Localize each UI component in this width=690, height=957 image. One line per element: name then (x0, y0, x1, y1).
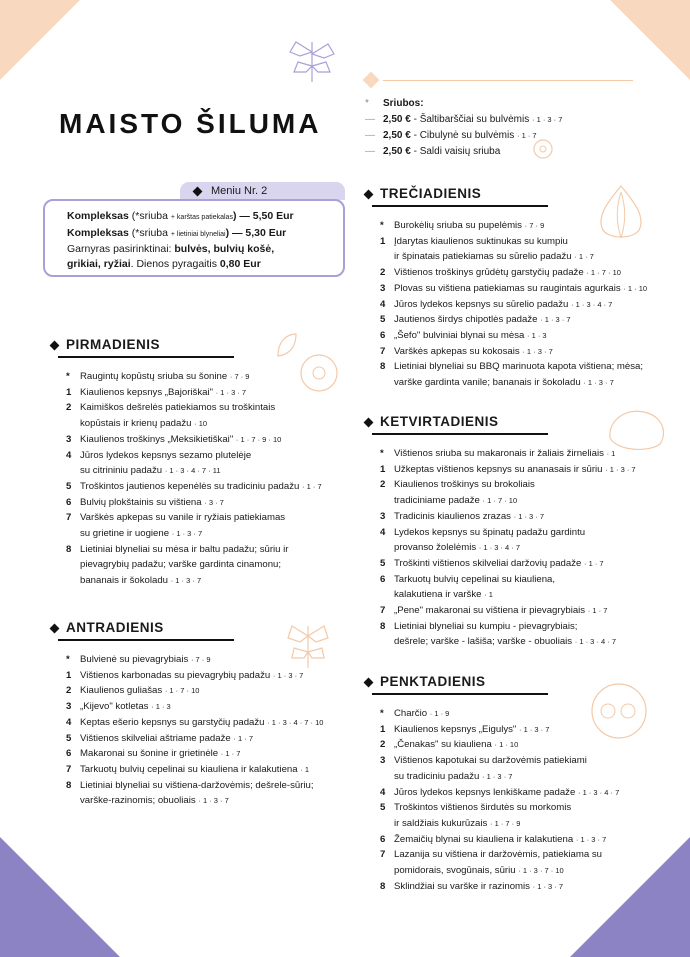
dash: — (365, 114, 375, 125)
dish-name: Įdarytas kiaulienos suktinukas su kumpiu ir špinatais patiekiamas su sūrelio padažu (394, 235, 572, 263)
dish-name: Jautienos širdys chipotlės padaže (394, 314, 538, 326)
menu-line-3: Garnyras pasirinktinai: bulvės, bulvių košė, (67, 243, 275, 255)
dish-name: Burokėlių sriuba su pupelėmis (394, 220, 522, 231)
allergen-codes: · 1 · 10 (494, 740, 519, 750)
dish-item (380, 603, 680, 619)
diamond-bullet (193, 186, 203, 196)
dish-name: Lietiniai blyneliai su BBQ marinuota kapota vištiena; mėsa; varške gardinta vanile; bananais ir šokoladu (394, 361, 644, 389)
dish-text (80, 652, 211, 668)
dish-text (394, 328, 547, 344)
allergen-codes: · 1 · 3 · 4 · 7 · 10 (267, 717, 324, 727)
allergen-codes: · 1 · 3 · 7 (513, 511, 545, 521)
dish-text (80, 762, 309, 778)
allergen-codes: · 1 · 3 · 7 (522, 346, 553, 356)
dish-text (80, 495, 224, 511)
allergen-codes: · 1 · 10 (623, 283, 648, 293)
allergen-codes: · 1 · 3 · 4 · 7 (577, 787, 620, 797)
dish-number: 5 (66, 732, 72, 744)
dish-text (80, 746, 240, 762)
allergen-codes: · 1 · 3 · 7 (575, 834, 607, 844)
dish-name: Troškintos jautienos kepenėlės su tradiciniu padažu (80, 480, 300, 492)
diamond-bullet (364, 678, 374, 688)
dish-number: 1 (66, 669, 72, 681)
dish-name: „Kijevo" kotletas (80, 701, 149, 713)
corner-decoration-top-right (610, 0, 690, 80)
dish-item (380, 462, 680, 478)
menu-tag (180, 182, 345, 200)
allergen-codes: · 1 · 3 · 7 (170, 576, 202, 586)
day-section-penktadienis (380, 674, 680, 894)
dish-number: 8 (380, 361, 386, 373)
dish-text (394, 265, 621, 281)
dish-name: Tarkuotų bulvių cepelinai su kiauliena, kalakutiena ir varške (394, 573, 556, 601)
dish-number: 5 (380, 802, 386, 814)
allergen-codes: · 1 · 3 · 4 · 7 (478, 543, 521, 553)
allergen-codes: · 1 · 3 · 7 · 10 (518, 866, 564, 876)
dish-item (66, 746, 356, 762)
dish-text (80, 699, 171, 715)
day-title (380, 674, 680, 692)
allergen-codes: · 1 · 7 · 10 (482, 496, 518, 506)
dish-name: Lazanija su vištiena ir daržovėmis, patiekiama su pomidorais, svogūnais, sūriu (394, 849, 602, 877)
day-section-treciadienis (380, 186, 680, 391)
dish-item (66, 448, 356, 479)
allergen-codes: · 1 · 3 (151, 702, 171, 712)
dish-number: 4 (66, 716, 72, 728)
allergen-codes: · 1 · 7 (233, 733, 253, 743)
title-underline (372, 693, 548, 695)
dish-item (380, 847, 680, 878)
day-title-text: ANTRADIENIS (66, 620, 164, 635)
soup-price: 2,50 € (383, 114, 411, 125)
dish-name: Lietiniai blyneliai su mėsa ir baltu padažu; sūriu ir pievagrybių padažu; varške gardinta cinamonu; bananais ir šokoladu (80, 543, 289, 587)
allergen-codes: · 1 · 3 · 7 (540, 315, 571, 325)
dish-number: 6 (66, 496, 72, 508)
allergen-codes: · 10 (194, 419, 208, 429)
soup-name: Šaltibarščiai su bulvėmis (419, 114, 530, 125)
dish-item (380, 619, 680, 650)
menu-line-4: grikiai, ryžiai. Dienos pyragaitis 0,80 Eur (67, 257, 261, 270)
dish-number: 6 (380, 573, 386, 585)
dish-number: 4 (380, 298, 386, 310)
soup-name: Saldi vaisių sriuba (419, 146, 501, 157)
soup-price: 2,50 € (383, 146, 411, 157)
dish-item (380, 525, 680, 556)
dish-name: Bulvių plokštainis su vištiena (80, 496, 202, 508)
dish-number: * (66, 654, 70, 665)
dish-number: 3 (380, 282, 386, 294)
dish-item (380, 706, 680, 722)
menu-line-2: Kompleksas (*sriuba + lietiniai blyneliai) — 5,30 Eur (67, 226, 287, 239)
dish-name: Žemaičių blynai su kiauliena ir kalakutiena (394, 833, 574, 845)
title-underline (372, 205, 548, 207)
decorative-diamond (363, 72, 380, 89)
dish-number: 7 (380, 605, 386, 617)
dish-name: Vištienos troškinys grūdėtų garstyčių padaže (394, 267, 584, 279)
dish-text (80, 369, 249, 385)
dish-name: Keptas ešerio kepsnys su garstyčių padažu (80, 716, 265, 728)
allergen-codes: · 1 · 3 · 7 (531, 115, 563, 124)
dish-text (394, 446, 615, 462)
dish-number: 6 (380, 833, 386, 845)
menu-box (43, 199, 345, 277)
dish-name: Vištienos sriuba su makaronais ir žaliais žirneliais (394, 448, 604, 459)
dish-text (394, 603, 607, 619)
dish-text (394, 753, 587, 784)
dish-name: „Čenakas" su kiauliena (394, 739, 492, 751)
dish-name: Tarkuotų bulvių cepelinai su kiauliena ir kalakutiena (80, 763, 298, 775)
allergen-codes: · 1 · 7 · 9 · 10 (235, 434, 282, 444)
dish-list (380, 218, 680, 391)
dish-item (66, 432, 356, 448)
allergen-codes: · 1 · 7 (574, 252, 594, 262)
dish-item (66, 699, 356, 715)
dish-text (80, 448, 251, 479)
dish-name: Jūros lydekos kepsnys su sūrelio padažu (394, 298, 569, 310)
dish-text (394, 847, 602, 878)
dish-name: Varškės apkepas su vanile ir ryžiais patiekiamas su grietine ir uogiene (80, 512, 286, 540)
title-underline (372, 433, 548, 435)
dish-number: 7 (66, 512, 72, 524)
allergen-codes: · 1 · 7 · 9 (489, 818, 521, 828)
dish-name: Kiaulienos troškinys „Meksikietiškai" (80, 433, 234, 445)
dish-item (380, 234, 680, 265)
diamond-bullet (364, 190, 374, 200)
soup-item: — 2,50 € - Šaltibarščiai su bulvėmis · 1 · 3 · 7 (365, 112, 665, 128)
dish-number: 5 (380, 557, 386, 569)
allergen-codes: · 1 · 3 · 7 (215, 387, 247, 397)
dish-name: Tradicinis kiaulienos zrazas (394, 510, 511, 522)
dish-text (80, 683, 199, 699)
corner-decoration-top-left (0, 0, 80, 80)
dish-text (394, 785, 619, 801)
dish-list (66, 652, 356, 809)
dish-number: 2 (380, 739, 386, 751)
allergen-codes: · 1 · 7 (220, 749, 241, 759)
day-title-text: TREČIADIENIS (380, 186, 482, 201)
soup-item: — 2,50 € - Cibulynė su bulvėmis · 1 · 7 (365, 128, 665, 144)
dish-text (394, 722, 549, 738)
dish-item (380, 446, 680, 462)
dish-text (394, 462, 636, 478)
dish-number: 2 (66, 402, 72, 414)
allergen-codes: · 7 · 9 (229, 372, 250, 381)
allergen-codes: · 1 · 3 · 7 (519, 724, 550, 734)
dish-item (66, 683, 356, 699)
allergen-codes: · 1 · 3 (527, 330, 547, 340)
dash: — (365, 130, 375, 141)
allergen-codes: · 1 · 3 · 7 (583, 378, 614, 388)
dish-text (80, 668, 303, 684)
brand-title: MAISTO ŠILUMA (59, 108, 322, 139)
dish-number: 3 (66, 701, 72, 713)
dish-text (80, 432, 281, 448)
dish-item (66, 510, 356, 541)
dish-text (394, 234, 594, 265)
dish-name: Varškės apkepas su kokosais (394, 345, 520, 357)
dish-text (394, 218, 544, 234)
dish-name: Lydekos kepsnys su špinatų padažu gardintu provanso žolelėmis (394, 526, 586, 554)
dish-item (380, 832, 680, 848)
dish-text (80, 479, 322, 495)
day-title (380, 186, 680, 204)
dish-text (80, 400, 275, 431)
dish-number: 1 (380, 463, 386, 475)
dish-item (380, 297, 680, 313)
soup-price: 2,50 € (383, 130, 411, 141)
menu-number: Meniu Nr. 2 (211, 185, 268, 197)
dish-text (80, 778, 314, 809)
dish-number: 1 (380, 723, 386, 735)
dish-number: 8 (66, 543, 72, 555)
allergen-codes: · 1 · 7 · 10 (586, 268, 621, 278)
dish-item (66, 715, 356, 731)
dish-number: 1 (380, 235, 386, 247)
dish-item (66, 652, 356, 668)
dish-name: Troškinti vištienos skilveliai daržovių padaže (394, 557, 582, 569)
dish-number: 3 (380, 755, 386, 767)
dish-number: 8 (380, 880, 386, 892)
allergen-codes: · 1 · 3 · 7 (605, 464, 636, 474)
dish-name: Jūros lydekos kepsnys lenkiškame padaže (394, 786, 576, 798)
dish-number: * (380, 220, 384, 231)
dish-text (394, 706, 449, 722)
dish-number: 7 (380, 345, 386, 357)
dish-item (66, 668, 356, 684)
allergen-codes: · 1 · 3 · 7 (482, 771, 513, 781)
dish-number: 8 (66, 779, 72, 791)
dish-text (394, 525, 585, 556)
dish-item (380, 572, 680, 603)
decorative-line (383, 80, 633, 81)
diamond-bullet (50, 624, 60, 634)
day-title (380, 414, 680, 432)
diamond-bullet (364, 418, 374, 428)
dish-item (380, 218, 680, 234)
allergen-codes: · 1 (300, 764, 310, 774)
dish-item (380, 265, 680, 281)
dish-number: 8 (380, 620, 386, 632)
title-underline (58, 356, 234, 358)
dish-name: Vištienos karbonadas su pievagrybių padažu (80, 669, 271, 681)
dish-text (394, 737, 518, 753)
dish-text (394, 800, 571, 831)
allergen-codes: · 1 · 7 (516, 131, 537, 140)
dish-number: 2 (380, 267, 386, 279)
dish-item (380, 344, 680, 360)
dish-text (394, 509, 544, 525)
day-title (66, 620, 356, 638)
corner-decoration-bottom-left (0, 837, 120, 957)
dish-number: 6 (380, 329, 386, 341)
dish-number: 1 (66, 386, 72, 398)
allergen-codes: · 1 · 3 · 7 (532, 881, 564, 891)
allergen-codes: · 1 (484, 590, 493, 600)
dish-name: Lietiniai blyneliai su vištiena-daržovėmis; dešrele-sūriu; varške-razinomis; obuoliais (80, 779, 314, 807)
herb-icon (282, 32, 342, 87)
allergen-codes: · 1 · 3 · 4 · 7 (574, 637, 617, 647)
allergen-codes: · 1 · 3 · 4 · 7 · 11 (164, 466, 221, 476)
dish-number: 4 (380, 786, 386, 798)
dish-text (394, 344, 553, 360)
allergen-codes: · 1 (606, 449, 616, 458)
dish-name: Kiaulienos guliašas (80, 685, 163, 697)
dish-text (80, 510, 285, 541)
dish-item (380, 800, 680, 831)
dish-name: Kaimiškos dešrelės patiekiamos su troškintais kopūstais ir krienų padažu (80, 402, 276, 430)
allergen-codes: · 3 · 7 (204, 497, 224, 507)
dish-number: 4 (380, 526, 386, 538)
day-section-antradienis (66, 620, 356, 809)
dish-text (394, 619, 616, 650)
day-section-ketvirtadienis (380, 414, 680, 650)
dish-name: Charčio (394, 708, 428, 719)
dish-item (380, 785, 680, 801)
diamond-bullet (50, 341, 60, 351)
soups-label: Sriubos: (383, 98, 424, 109)
soup-item: — 2,50 € - Saldi vaisių sriuba (365, 144, 665, 160)
dish-text (394, 832, 606, 848)
dish-text (80, 385, 246, 401)
day-title-text: PIRMADIENIS (66, 337, 161, 352)
dish-text (394, 312, 571, 328)
dish-name: Troškintos vištienos širdutės su morkomis ir saldžiais kukurūzais (394, 802, 572, 829)
dish-number: 4 (66, 449, 72, 461)
dish-name: Jūros lydekos kepsnys sezamo plutelėje su citrininiu padažu (80, 449, 252, 477)
allergen-codes: · 1 · 7 · 10 (164, 686, 200, 696)
dish-number: 7 (380, 849, 386, 861)
dish-item (380, 879, 680, 895)
dish-number: 5 (66, 480, 72, 492)
dish-item (380, 312, 680, 328)
dish-text (394, 281, 647, 297)
dish-name: Vištienos skilveliai aštriame padaže (80, 732, 231, 744)
dish-item (380, 477, 680, 508)
soups-section (365, 96, 665, 160)
dish-list (380, 446, 680, 650)
dish-text (394, 879, 563, 895)
dish-item (66, 762, 356, 778)
dish-number: 2 (66, 685, 72, 697)
menu-line-1: Kompleksas (*sriuba + karštas patiekalas) — 5,50 Eur (67, 210, 294, 222)
dish-item (66, 731, 356, 747)
dish-number: 6 (66, 748, 72, 760)
dish-number: * (380, 708, 384, 719)
dish-item (380, 753, 680, 784)
dish-name: Plovas su vištiena patiekiamas su raugintais agurkais (394, 282, 621, 294)
allergen-codes: · 1 · 3 · 4 · 7 (571, 299, 613, 309)
dish-name: Raugintų kopūstų sriuba su šonine (80, 371, 228, 382)
allergen-codes: · 1 · 3 · 7 (272, 670, 304, 680)
allergen-codes: · 7 · 9 (524, 221, 545, 230)
dish-text (394, 572, 555, 603)
dish-item (66, 542, 356, 589)
dish-text (80, 715, 323, 731)
dish-text (80, 731, 253, 747)
dish-number: 2 (380, 479, 386, 491)
dish-number: 7 (66, 763, 72, 775)
dish-name: Makaronai su šonine ir grietinėle (80, 748, 219, 760)
dish-name: Užkeptas vištienos kepsnys su ananasais ir sūriu (394, 463, 603, 475)
dish-text (394, 477, 535, 508)
allergen-codes: · 1 · 3 · 7 (171, 529, 203, 539)
day-section-pirmadienis (66, 337, 356, 589)
dish-list (66, 369, 356, 589)
dish-name: Vištienos kapotukai su daržovėmis patiekiami su tradiciniu padažu (394, 755, 587, 782)
dish-name: Lietiniai blyneliai su kumpiu - pievagrybiais; dešrele; varške - lašiša; varške - obuoliais (394, 620, 578, 648)
dish-text (394, 556, 604, 572)
dish-item (380, 281, 680, 297)
dish-text (394, 359, 643, 390)
allergen-codes: · 1 · 3 · 7 (198, 796, 229, 806)
soup-name: Cibulynė su bulvėmis (419, 130, 515, 141)
dish-item (66, 369, 356, 385)
title-underline (58, 639, 234, 641)
dish-item (66, 479, 356, 495)
dish-name: Sklindžiai su varške ir razinomis (394, 880, 530, 892)
dish-item (380, 722, 680, 738)
dish-item (380, 328, 680, 344)
allergen-codes: · 7 · 9 (190, 655, 211, 664)
dish-number: 5 (380, 314, 386, 326)
dish-name: Bulvienė su pievagrybiais (80, 654, 189, 665)
allergen-codes: · 1 · 9 (429, 709, 450, 718)
dish-number: 3 (66, 433, 72, 445)
dish-number: 3 (380, 510, 386, 522)
dish-item (380, 359, 680, 390)
dish-name: Kiaulienos troškinys su brokoliais tradiciniame padaže (394, 479, 535, 507)
dish-name: Kiaulienos kepsnys „Eigulys" (394, 723, 517, 735)
dish-name: „Pene" makaronai su vištiena ir pievagrybiais (394, 605, 586, 617)
allergen-codes: · 1 · 7 (584, 558, 604, 568)
dish-item (66, 778, 356, 809)
dish-text (80, 542, 289, 589)
allergen-codes: · 1 · 7 (302, 481, 322, 491)
dish-item (66, 385, 356, 401)
dash: — (365, 146, 375, 157)
dish-number: * (66, 371, 70, 382)
soups-header (365, 96, 665, 112)
soups-marker: * (365, 98, 369, 109)
dish-name: Kiaulienos kepsnys „Bajoriškai" (80, 386, 213, 398)
dish-item (380, 737, 680, 753)
day-title-text: KETVIRTADIENIS (380, 414, 499, 429)
dish-item (66, 400, 356, 431)
day-title (66, 337, 356, 355)
dish-name: „Šefo" bulviniai blynai su mėsa (394, 329, 525, 341)
dish-list (380, 706, 680, 894)
dish-item (380, 509, 680, 525)
dish-text (394, 297, 612, 313)
dish-number: * (380, 448, 384, 459)
allergen-codes: · 1 · 7 (587, 606, 608, 616)
day-title-text: PENKTADIENIS (380, 674, 486, 689)
dish-item (66, 495, 356, 511)
dish-item (380, 556, 680, 572)
